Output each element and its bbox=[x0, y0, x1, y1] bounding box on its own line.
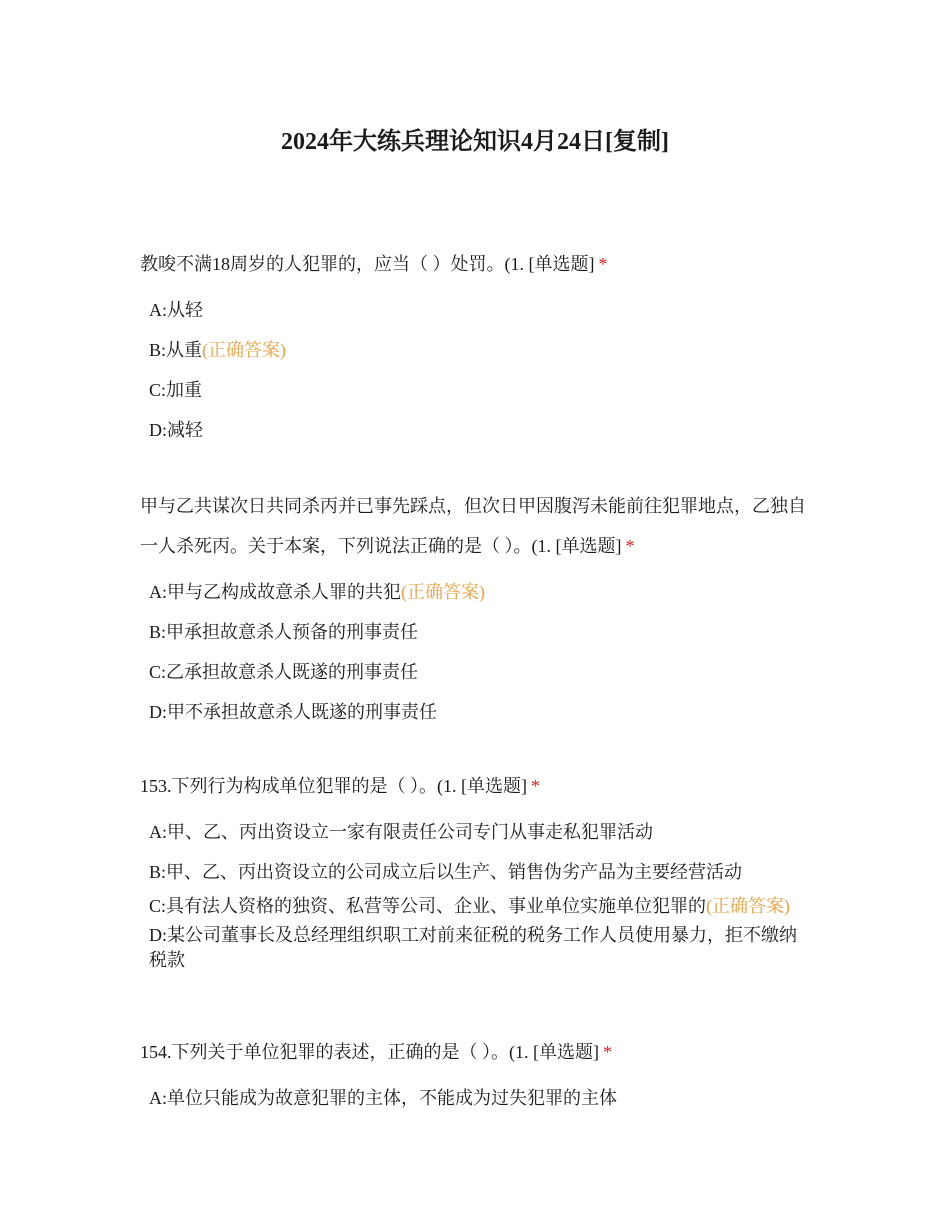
question-stem: 153.下列行为构成单位犯罪的是（ ）。 bbox=[140, 776, 437, 796]
required-star: * bbox=[602, 1042, 612, 1062]
option-label: B:从重 bbox=[149, 340, 203, 360]
option-label: A:单位只能成为故意犯罪的主体，不能成为过失犯罪的主体 bbox=[149, 1088, 617, 1108]
question-stem: 教唆不满18周岁的人犯罪的，应当（ ）处罚。 bbox=[140, 254, 505, 274]
question-type: (1. [单选题] bbox=[531, 536, 622, 556]
option-b[interactable] bbox=[149, 852, 820, 892]
option-a[interactable] bbox=[149, 1078, 820, 1118]
option-a[interactable] bbox=[149, 572, 820, 612]
required-star: * bbox=[625, 536, 635, 556]
option-label: B:甲承担故意杀人预备的刑事责任 bbox=[149, 622, 419, 642]
option-label: C:乙承担故意杀人既遂的刑事责任 bbox=[149, 662, 419, 682]
option-label: C:加重 bbox=[149, 380, 203, 400]
question-text bbox=[140, 486, 820, 566]
option-list bbox=[140, 1078, 820, 1118]
correct-answer-tag: (正确答案) bbox=[706, 896, 791, 916]
option-label: A:从轻 bbox=[149, 300, 203, 320]
option-label: C:具有法人资格的独资、私营等公司、企业、事业单位实施单位犯罪的 bbox=[149, 896, 707, 916]
correct-answer-tag: (正确答案) bbox=[202, 340, 287, 360]
question-type: (1. [单选题] bbox=[437, 776, 527, 796]
option-c[interactable] bbox=[149, 652, 820, 692]
option-label: D:甲不承担故意杀人既遂的刑事责任 bbox=[149, 702, 437, 722]
option-a[interactable] bbox=[149, 290, 820, 330]
option-c[interactable] bbox=[149, 892, 804, 921]
option-d[interactable] bbox=[149, 921, 804, 975]
option-list bbox=[140, 812, 820, 975]
question-3 bbox=[140, 766, 820, 975]
option-a[interactable] bbox=[149, 812, 820, 852]
question-type: (1. [单选题] bbox=[509, 1042, 599, 1062]
question-text bbox=[140, 244, 820, 284]
option-list bbox=[140, 572, 820, 732]
option-label: D:某公司董事长及总经理组织职工对前来征税的税务工作人员使用暴力，拒不缴纳税款 bbox=[149, 925, 797, 970]
question-stem: 甲与乙共谋次日共同杀丙并已事先踩点，但次日甲因腹泻未能前往犯罪地点，乙独自一人杀死丙。关于本案，下列说法正确的是（ ）。 bbox=[140, 496, 806, 556]
option-label: D:减轻 bbox=[149, 420, 203, 440]
option-c[interactable] bbox=[149, 370, 820, 410]
question-text bbox=[140, 766, 820, 806]
option-label: A:甲、乙、丙出资设立一家有限责任公司专门从事走私犯罪活动 bbox=[149, 822, 653, 842]
question-2 bbox=[140, 486, 820, 732]
question-4 bbox=[140, 1032, 820, 1118]
option-label: B:甲、乙、丙出资设立的公司成立后以生产、销售伪劣产品为主要经营活动 bbox=[149, 862, 743, 882]
option-d[interactable] bbox=[149, 410, 820, 450]
question-text bbox=[140, 1032, 820, 1072]
correct-answer-tag: (正确答案) bbox=[401, 582, 485, 602]
question-type: (1. [单选题] bbox=[504, 254, 595, 274]
required-star: * bbox=[598, 254, 608, 274]
option-label: A:甲与乙构成故意杀人罪的共犯 bbox=[149, 582, 401, 602]
option-d[interactable] bbox=[149, 692, 820, 732]
question-1 bbox=[140, 244, 820, 450]
required-star: * bbox=[530, 776, 540, 796]
option-b[interactable] bbox=[149, 330, 820, 370]
page-title: 2024年大练兵理论知识4月24日[复制] bbox=[281, 129, 669, 156]
option-list bbox=[140, 290, 820, 450]
option-b[interactable] bbox=[149, 612, 820, 652]
question-stem: 154.下列关于单位犯罪的表述，正确的是（ ）。 bbox=[140, 1042, 509, 1062]
